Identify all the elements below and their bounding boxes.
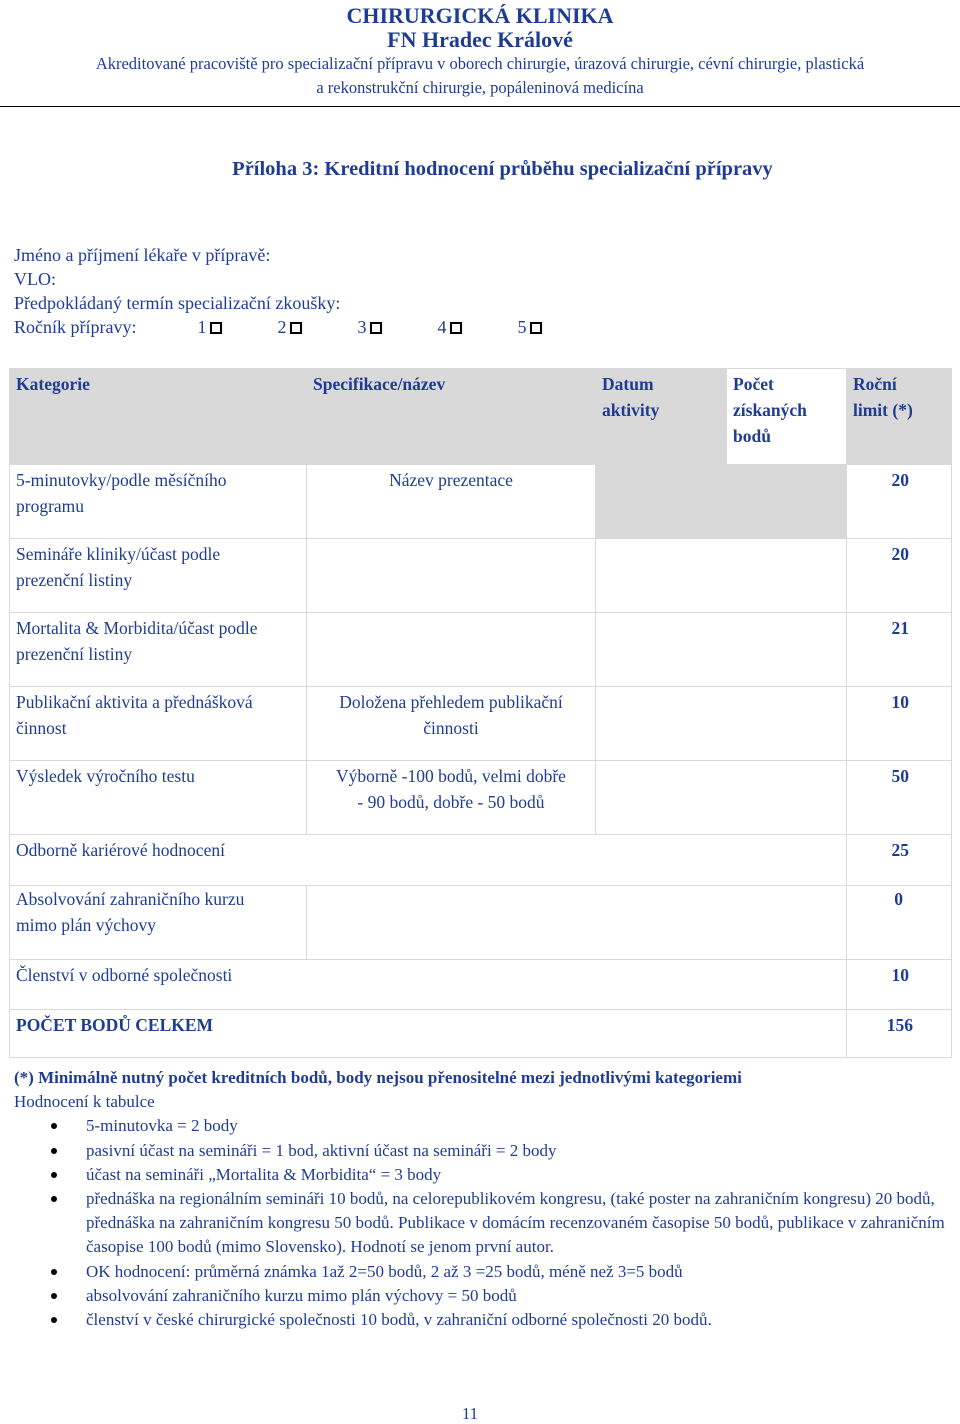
checkbox-icon[interactable] [290,322,302,334]
row-category: Členství v odborné společnosti [10,960,847,1010]
row-date-points [596,613,847,687]
row-limit: 20 [847,465,952,539]
row-date-points [596,465,847,539]
evaluation-list [14,1114,949,1332]
row-date-points [596,539,847,613]
table-row-membership [10,960,952,1010]
row-specification: Doložena přehledem publikační činnosti [307,687,596,761]
checkbox-icon[interactable] [370,322,382,334]
exam-date-label: Předpokládaný termín specializační zkoušky: [14,293,341,313]
table-row-career [10,835,952,886]
table-row [10,465,952,539]
total-value: 156 [847,1010,952,1058]
list-item: členství v české chirurgické společnosti 10 bodů, v zahraniční odborné společnosti 20 bodů. [86,1308,949,1332]
row-limit: 20 [847,539,952,613]
checkbox-icon[interactable] [530,322,542,334]
credit-table [9,368,952,1058]
row-specification: Výborně -100 bodů, velmi dobře - 90 bodů, dobře - 50 bodů [307,761,596,835]
notes-section [14,1066,949,1332]
year-option-5[interactable]: 5 [517,315,542,339]
name-label: Jméno a příjmení lékaře v přípravě: [14,245,271,265]
year-option-4[interactable]: 4 [437,315,462,339]
row-specification [307,539,596,613]
table-row [10,761,952,835]
table-row [10,539,952,613]
year-option-3[interactable]: 3 [357,315,382,339]
row-limit: 0 [847,886,952,960]
year-option-1[interactable]: 1 [197,315,222,339]
year-selector [14,315,542,339]
header-limit: Roční limit (*) [847,369,952,465]
list-item: 5-minutovka = 2 body [86,1114,949,1138]
row-date-points [596,687,847,761]
clinic-name: CHIRURGICKÁ KLINIKA [346,3,614,28]
row-date-points [596,761,847,835]
list-item: OK hodnocení: průměrná známka 1až 2=50 bodů, 2 až 3 =25 bodů, méně než 3=5 bodů [86,1260,949,1284]
checkbox-icon[interactable] [450,322,462,334]
row-limit: 50 [847,761,952,835]
list-item: přednáška na regionálním semináři 10 bodů, na celorepublikovém kongresu, (také poster na zahraničním kongresu) 20 bodů, přednáška na zahraničním kongresu 50 bodů. Publikace v domácím recenzovaném časopise 50 bodů, publikace v zahraničním časopise 100 bodů (mimo Slovensko). Hodnotí se jenom první autor. [86,1187,949,1260]
accreditation-line-1: Akreditované pracoviště pro specializační přípravu v oborech chirurgie, úrazová chirurgie, cévní chirurgie, plastická [95,54,865,73]
list-item: pasivní účast na semináři = 1 bod, aktivní účast na semináři = 2 body [86,1139,949,1163]
table-row-total [10,1010,952,1058]
header-divider [0,106,960,107]
header-specification: Specifikace/název [307,369,596,465]
evaluation-intro: Hodnocení k tabulce [14,1092,155,1112]
row-limit: 21 [847,613,952,687]
row-date-points [307,886,847,960]
table-row [10,687,952,761]
document-title: Příloha 3: Kreditní hodnocení průběhu specializační přípravy [232,158,773,180]
page-number: 11 [461,1404,479,1423]
letterhead [0,0,960,100]
row-specification: Název prezentace [307,465,596,539]
row-limit: 25 [847,835,952,886]
hospital-name: FN Hradec Králové [387,27,573,52]
row-category: Publikační aktivita a přednášková činnost [10,687,307,761]
vlo-label: VLO: [14,269,56,289]
row-category: Mortalita & Morbidita/účast podle prezenční listiny [10,613,307,687]
year-label: Ročník přípravy: [14,317,137,337]
table-row-abroad [10,886,952,960]
minimum-note: (*) Minimálně nutný počet kreditních bodů, body nejsou přenositelné mezi jednotlivými kategoriemi [14,1068,742,1087]
row-limit: 10 [847,960,952,1010]
year-option-2[interactable]: 2 [277,315,302,339]
total-label: POČET BODŮ CELKEM [10,1010,847,1058]
header-date: Datum aktivity [596,369,727,465]
trainee-info [14,243,542,339]
header-category: Kategorie [10,369,307,465]
list-item: absolvování zahraničního kurzu mimo plán výchovy = 50 bodů [86,1284,949,1308]
table-row [10,613,952,687]
row-limit: 10 [847,687,952,761]
row-specification [307,613,596,687]
checkbox-icon[interactable] [210,322,222,334]
row-category: Odborně kariérové hodnocení [10,835,847,886]
row-category: Semináře kliniky/účast podle prezenční listiny [10,539,307,613]
list-item: účast na semináři „Mortalita & Morbidita“ = 3 body [86,1163,949,1187]
row-category: 5-minutovky/podle měsíčního programu [10,465,307,539]
accreditation-line-2: a rekonstrukční chirurgie, popáleninová medicína [316,78,644,97]
header-points: Počet získaných bodů [727,369,847,465]
row-category: Absolvování zahraničního kurzu mimo plán výchovy [10,886,307,960]
table-header-row [10,369,952,465]
row-category: Výsledek výročního testu [10,761,307,835]
